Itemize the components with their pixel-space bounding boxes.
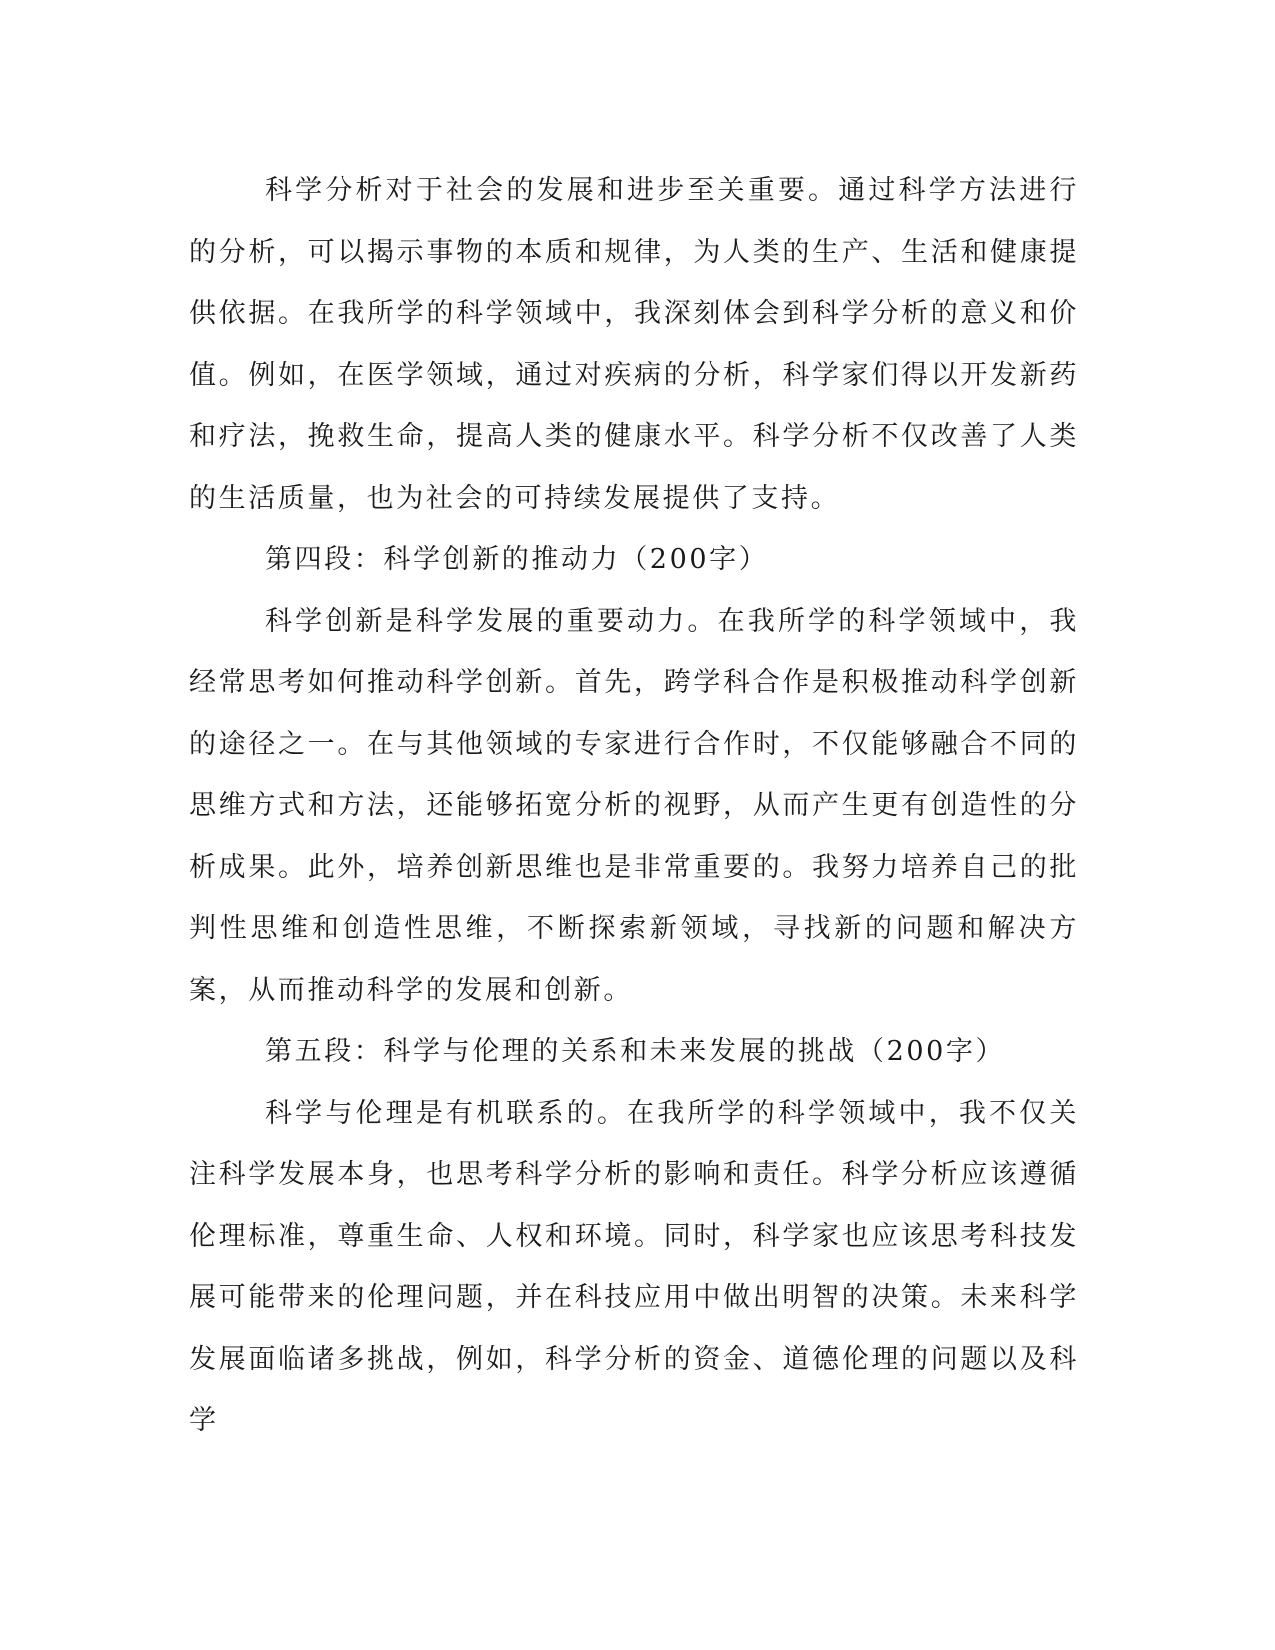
section-heading-4: 第四段：科学创新的推动力（200字） xyxy=(265,544,769,575)
section-heading-5: 第五段：科学与伦理的关系和未来发展的挑战（200字） xyxy=(265,1036,1006,1067)
paragraph-ethics: 科学与伦理是有机联系的。在我所学的科学领域中，我不仅关注科学发展本身，也思考科学分析的影响和责任。科学分析应该遵循伦理标准，尊重生命、人权和环境。同时，科学家也应该思考科技发展可能带来的伦理问题，并在科技应用中做出明智的决策。未来科学发展面临诸多挑战，例如，科学分析的资金、道德伦理的问题以及科学 xyxy=(189,1097,1079,1436)
paragraph-innovation: 科学创新是科学发展的重要动力。在我所学的科学领域中，我经常思考如何推动科学创新。首先，跨学科合作是积极推动科学创新的途径之一。在与其他领域的专家进行合作时，不仅能够融合不同的思维方式和方法，还能够拓宽分析的视野，从而产生更有创造性的分析成果。此外，培养创新思维也是非常重要的。我努力培养自己的批判性思维和创造性思维，不断探索新领域，寻找新的问题和解决方案，从而推动科学的发展和创新。 xyxy=(189,605,1079,1006)
document-body xyxy=(189,160,1079,1452)
paragraph-social-importance: 科学分析对于社会的发展和进步至关重要。通过科学方法进行的分析，可以揭示事物的本质和规律，为人类的生产、生活和健康提供依据。在我所学的科学领域中，我深刻体会到科学分析的意义和价值。例如，在医学领域，通过对疾病的分析，科学家们得以开发新药和疗法，挽救生命，提高人类的健康水平。科学分析不仅改善了人类的生活质量，也为社会的可持续发展提供了支持。 xyxy=(189,175,1079,514)
